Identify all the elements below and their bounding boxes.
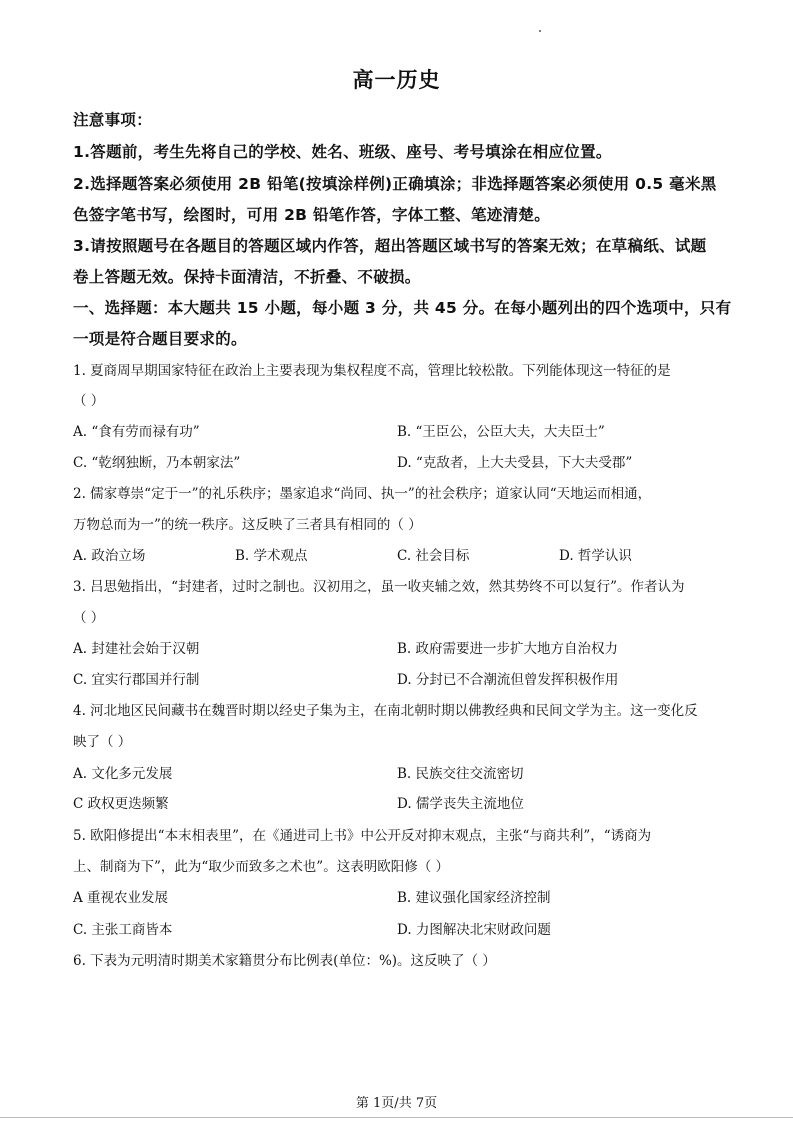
- question-4-text: 4. 河北地区民间藏书在魏晋时期以经史子集为主，在南北朝时期以佛教经典和民间文学为主。这一变化反: [73, 703, 698, 719]
- question-5-text: 上、制商为下”，此为“取少而致多之术也”。这表明欧阳修（ ）: [73, 859, 449, 875]
- notice-line: 卷上答题无效。保持卡面清洁，不折叠、不破损。: [73, 268, 421, 286]
- question-3-text: 3. 吕思勉指出，“封建者，过时之制也。汉初用之，虽一收夹辅之效，然其势终不可以复行”。作者认为: [73, 579, 685, 595]
- notice-line: 3.请按照题号在各题目的答题区域内作答，超出答题区域书写的答案无效；在草稿纸、试题: [73, 237, 707, 255]
- question-3-option-b: B. 政府需要进一步扩大地方自治权力: [397, 641, 619, 657]
- question-1-text: （ ）: [73, 393, 105, 409]
- question-2-option-c: C. 社会目标: [397, 548, 470, 564]
- question-3-text: （ ）: [73, 610, 105, 626]
- section-heading: 一、选择题：本大题共 15 小题，每小题 3 分，共 45 分。在每小题列出的四个选项中，只有: [73, 299, 732, 317]
- notice-line: 2.选择题答案必须使用 2B 铅笔(按填涂样例)正确填涂；非选择题答案必须使用 0.5 毫米黑: [73, 175, 717, 193]
- page-number: 第 1页/共 7页: [355, 1096, 438, 1111]
- question-2-option-b: B. 学术观点: [235, 548, 308, 564]
- question-5-option-b: B. 建议强化国家经济控制: [397, 890, 551, 906]
- page-dot: [539, 30, 541, 32]
- footer-divider: [0, 1117, 793, 1118]
- question-3-option-a: A. 封建社会始于汉朝: [73, 641, 200, 657]
- question-2-text: 万物总而为一”的统一秩序。这反映了三者具有相同的（ ）: [73, 517, 422, 533]
- question-6-text: 6. 下表为元明清时期美术家籍贯分布比例表(单位：%)。这反映了（ ）: [73, 953, 496, 969]
- question-2-text: 2. 儒家尊崇“定于一”的礼乐秩序；墨家追求“尚同、执一”的社会秩序；道家认同“天地运而相通，: [73, 486, 652, 502]
- question-2-option-a: A. 政治立场: [73, 548, 146, 564]
- question-5-option-a: A 重视农业发展: [73, 890, 169, 906]
- notice-line: 1.答题前，考生先将自己的学校、姓名、班级、座号、考号填涂在相应位置。: [73, 143, 612, 161]
- question-4-text: 映了（ ）: [73, 734, 132, 750]
- question-5-option-d: D. 力图解决北宋财政问题: [397, 922, 551, 938]
- question-1-option-b: B. “王臣公，公臣大夫，大夫臣士”: [397, 424, 605, 440]
- notice-line: 色签字笔书写，绘图时，可用 2B 铅笔作答，字体工整、笔迹清楚。: [73, 206, 550, 224]
- question-3-option-c: C. 宜实行郡国并行制: [73, 672, 200, 688]
- page-title: 高一历史: [352, 68, 441, 92]
- question-2-option-d: D. 哲学认识: [559, 548, 632, 564]
- question-1-text: 1. 夏商周早期国家特征在政治上主要表现为集权程度不高，管理比较松散。下列能体现这一特征的是: [73, 363, 671, 379]
- question-1-option-c: C. “乾纲独断，乃本朝家法”: [73, 455, 241, 471]
- section-heading: 一项是符合题目要求的。: [73, 330, 247, 348]
- question-5-text: 5. 欧阳修提出“本末相表里”，在《通进司上书》中公开反对抑末观点，主张“与商共利”，“诱商为: [73, 828, 652, 844]
- question-4-option-b: B. 民族交往交流密切: [397, 766, 524, 782]
- question-4-option-a: A. 文化多元发展: [73, 766, 173, 782]
- question-4-option-c: C 政权更迭频繁: [73, 796, 169, 812]
- question-1-option-a: A. “食有劳而禄有功”: [73, 424, 200, 440]
- question-5-option-c: C. 主张工商皆本: [73, 922, 173, 938]
- question-4-option-d: D. 儒学丧失主流地位: [397, 796, 524, 812]
- question-1-option-d: D. “克敌者，上大夫受县，下大夫受郡”: [397, 455, 633, 471]
- notice-heading: 注意事项：: [73, 111, 153, 129]
- question-3-option-d: D. 分封已不合潮流但曾发挥积极作用: [397, 672, 619, 688]
